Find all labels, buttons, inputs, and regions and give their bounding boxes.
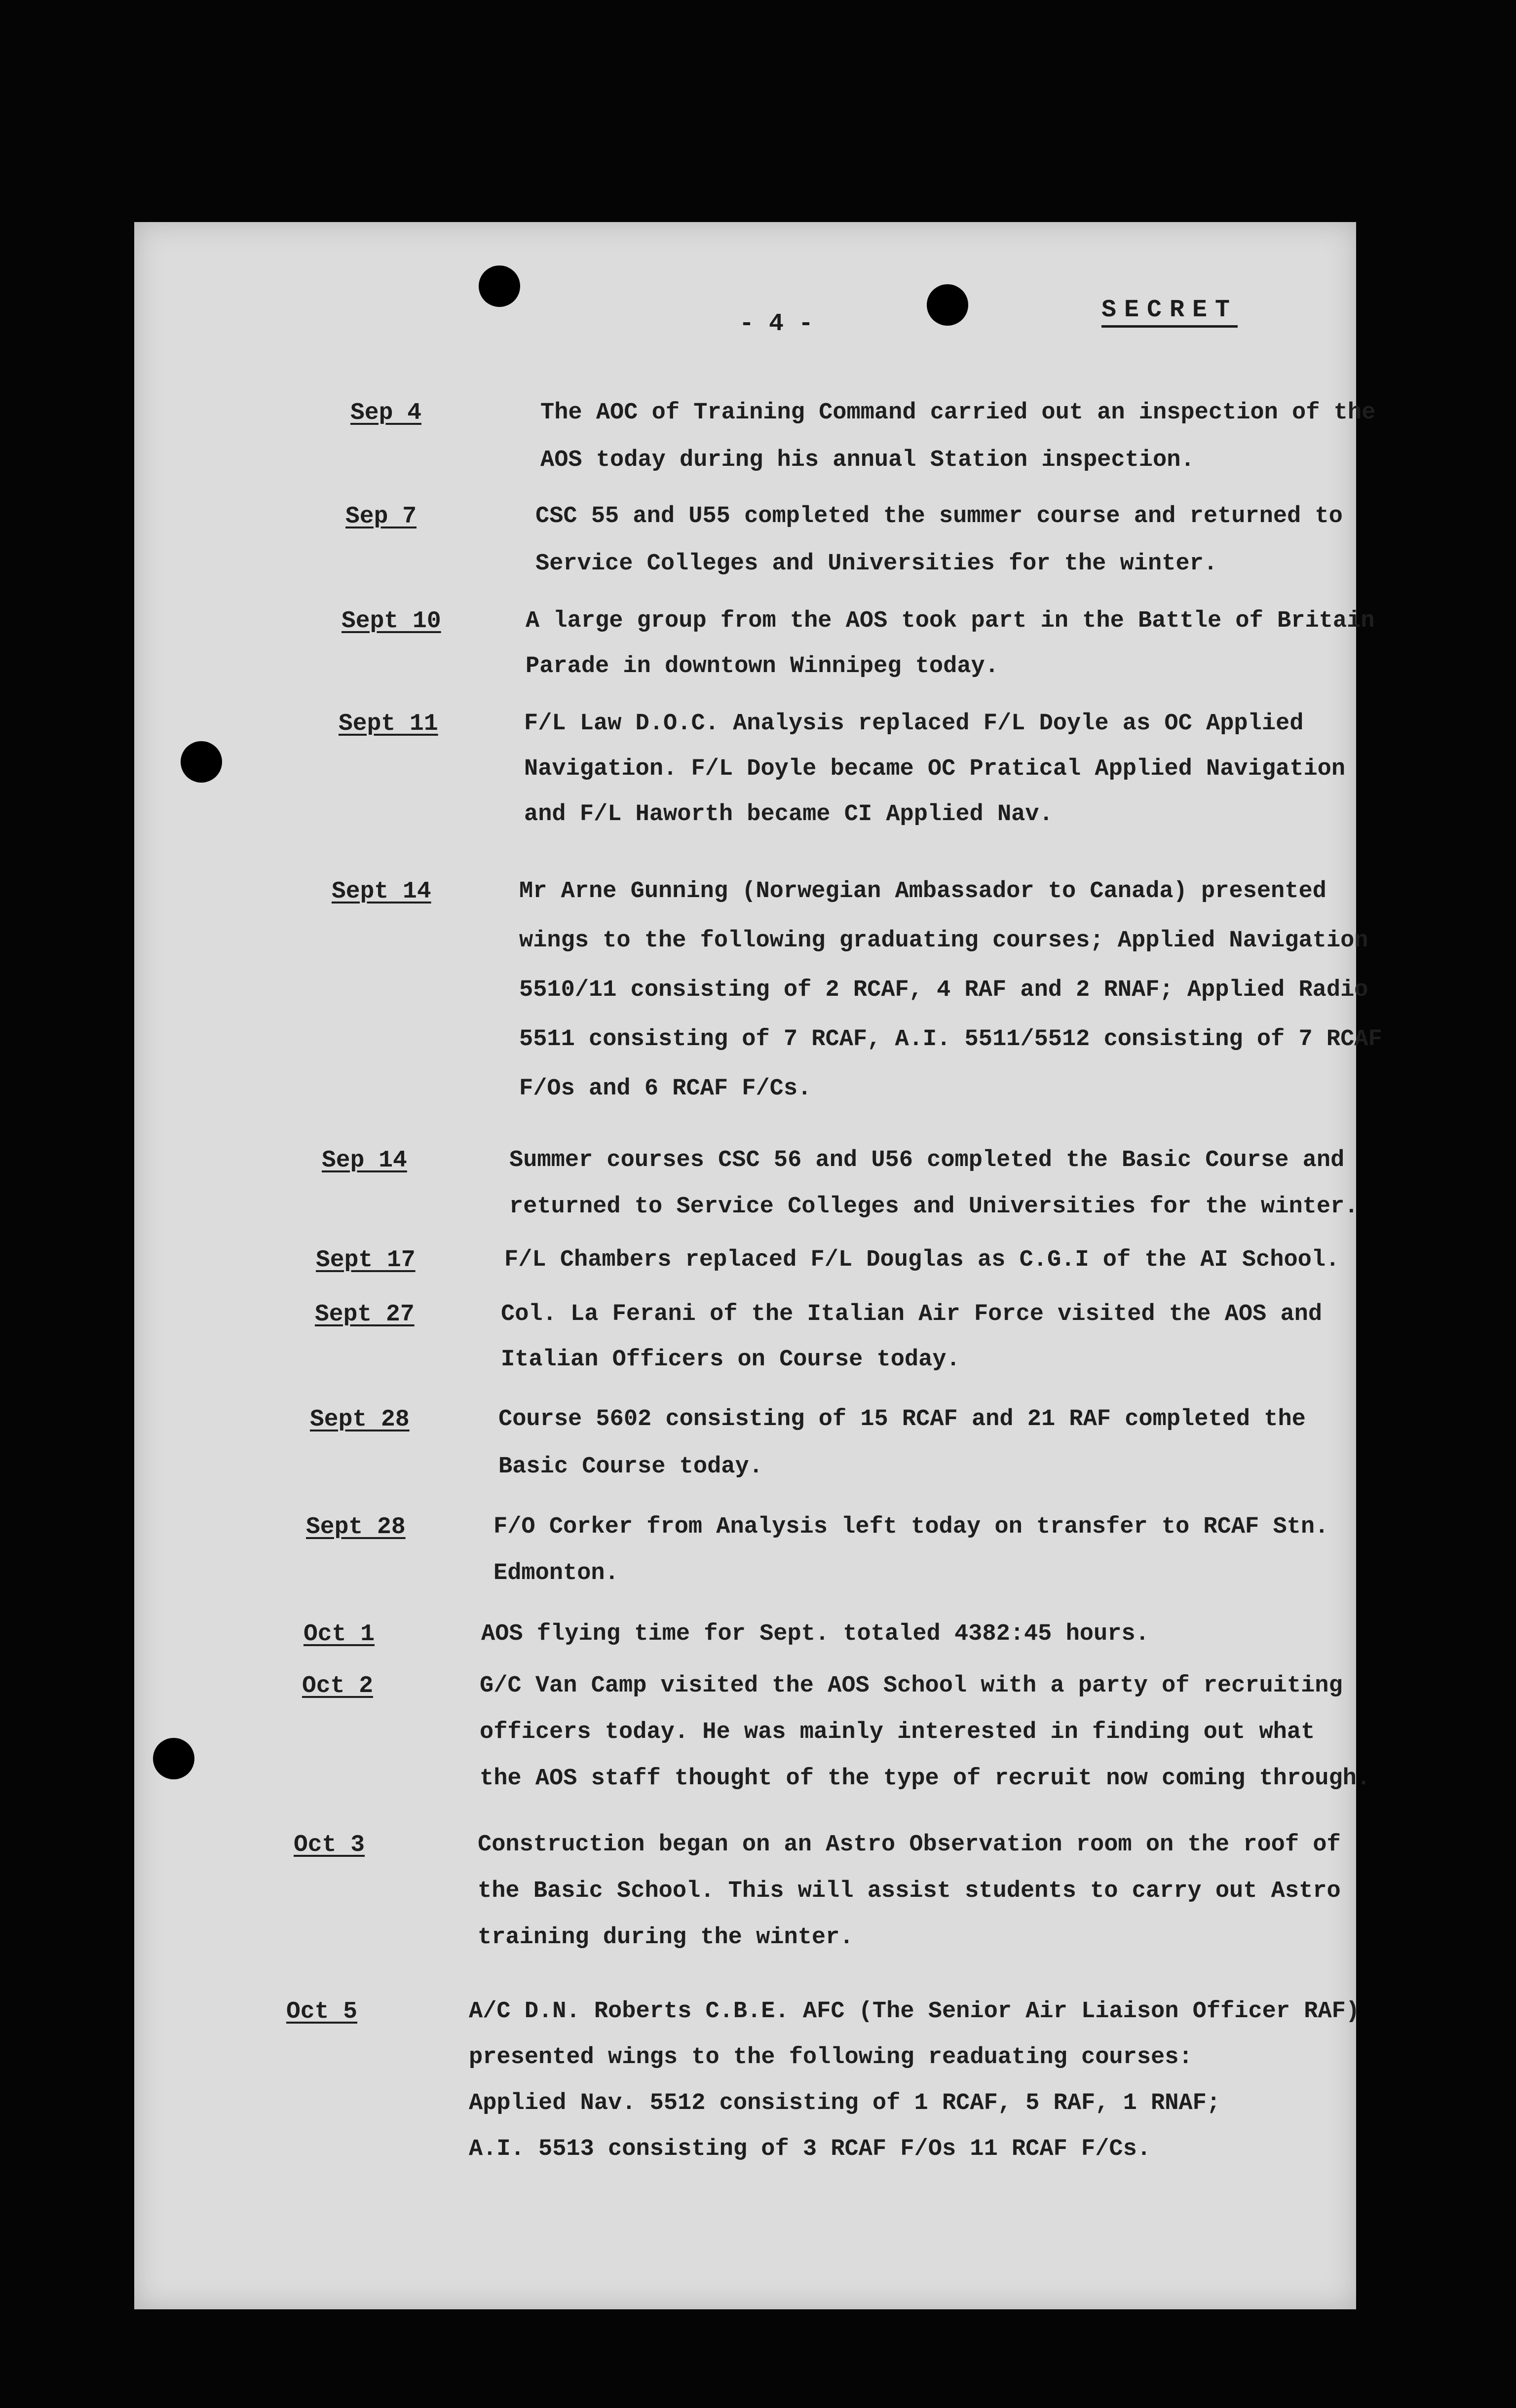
entry-date: Oct 1 bbox=[303, 1621, 375, 1648]
page-number: - 4 - bbox=[739, 310, 814, 338]
entry-text-line: A.I. 5513 consisting of 3 RCAF F/Os 11 RCAF F/Cs. bbox=[469, 2136, 1151, 2162]
entry-text-line: G/C Van Camp visited the AOS School with a party of recruiting bbox=[480, 1673, 1343, 1699]
entry-text-line: Italian Officers on Course today. bbox=[501, 1347, 960, 1373]
entry-text-line: Mr Arne Gunning (Norwegian Ambassador to Canada) presented bbox=[519, 878, 1326, 904]
entry-text-line: A/C D.N. Roberts C.B.E. AFC (The Senior Air Liaison Officer RAF) bbox=[469, 1998, 1360, 2025]
punch-hole bbox=[479, 265, 520, 307]
entry-text-line: AOS today during his annual Station inspection. bbox=[540, 447, 1195, 473]
entry-text-line: AOS flying time for Sept. totaled 4382:45 hours. bbox=[481, 1621, 1149, 1647]
entry-text-line: the Basic School. This will assist students to carry out Astro bbox=[478, 1878, 1341, 1904]
entry-text-line: Parade in downtown Winnipeg today. bbox=[526, 653, 999, 679]
entry-text-line: training during the winter. bbox=[478, 1924, 854, 1951]
punch-hole bbox=[927, 284, 968, 326]
entry-text-line: and F/L Haworth became CI Applied Nav. bbox=[524, 801, 1053, 828]
entry-date: Sep 14 bbox=[322, 1147, 407, 1174]
entry-text-line: Course 5602 consisting of 15 RCAF and 21 RAF completed the bbox=[498, 1406, 1306, 1432]
entry-text-line: Service Colleges and Universities for the winter. bbox=[535, 551, 1218, 577]
punch-hole bbox=[153, 1738, 194, 1779]
entry-text-line: 5511 consisting of 7 RCAF, A.I. 5511/5512 consisting of 7 RCAF bbox=[519, 1026, 1382, 1053]
entry-date: Sept 11 bbox=[339, 711, 438, 737]
entry-date: Sept 27 bbox=[315, 1301, 415, 1328]
entry-text-line: 5510/11 consisting of 2 RCAF, 4 RAF and 2 RNAF; Applied Radio bbox=[519, 977, 1368, 1003]
entry-date: Sept 14 bbox=[332, 878, 431, 905]
entry-text-line: Edmonton. bbox=[493, 1560, 619, 1586]
entry-text-line: The AOC of Training Command carried out an inspection of the bbox=[540, 400, 1376, 426]
entry-date: Oct 3 bbox=[294, 1832, 365, 1858]
entry-date: Oct 2 bbox=[302, 1673, 374, 1699]
entry-date: Sep 4 bbox=[350, 400, 422, 426]
entry-text-line: wings to the following graduating courses; Applied Navigation bbox=[519, 928, 1368, 954]
entry-text-line: F/Os and 6 RCAF F/Cs. bbox=[519, 1076, 812, 1102]
entry-text-line: presented wings to the following readuating courses: bbox=[469, 2044, 1193, 2070]
entry-text-line: CSC 55 and U55 completed the summer course and returned to bbox=[535, 503, 1343, 529]
entry-date: Oct 5 bbox=[286, 1998, 358, 2025]
entry-text-line: returned to Service Colleges and Universities for the winter. bbox=[509, 1194, 1359, 1220]
entry-text-line: Basic Course today. bbox=[498, 1454, 763, 1480]
punch-hole bbox=[181, 741, 222, 783]
entry-date: Sept 10 bbox=[341, 608, 441, 635]
classification-label: SECRET bbox=[1101, 296, 1238, 328]
entry-text-line: F/L Law D.O.C. Analysis replaced F/L Doyle as OC Applied bbox=[524, 711, 1304, 737]
entry-text-line: Navigation. F/L Doyle became OC Pratical Applied Navigation bbox=[524, 756, 1346, 782]
entry-text-line: Construction began on an Astro Observation room on the roof of bbox=[478, 1832, 1341, 1858]
entry-text-line: officers today. He was mainly interested in finding out what bbox=[480, 1719, 1315, 1745]
entry-text-line: A large group from the AOS took part in the Battle of Britain bbox=[526, 608, 1375, 634]
entry-text-line: Applied Nav. 5512 consisting of 1 RCAF, 5 RAF, 1 RNAF; bbox=[469, 2090, 1221, 2116]
entry-date: Sep 7 bbox=[345, 503, 417, 530]
entry-text-line: the AOS staff thought of the type of recruit now coming through. bbox=[480, 1766, 1371, 1792]
entry-text-line: F/L Chambers replaced F/L Douglas as C.G.I of the AI School. bbox=[504, 1247, 1340, 1273]
entry-text-line: F/O Corker from Analysis left today on transfer to RCAF Stn. bbox=[493, 1514, 1329, 1540]
entry-date: Sept 28 bbox=[306, 1514, 406, 1541]
entry-date: Sept 17 bbox=[316, 1247, 416, 1274]
entry-date: Sept 28 bbox=[310, 1406, 410, 1433]
entry-text-line: Summer courses CSC 56 and U56 completed the Basic Course and bbox=[509, 1147, 1345, 1173]
entry-text-line: Col. La Ferani of the Italian Air Force visited the AOS and bbox=[501, 1301, 1323, 1327]
